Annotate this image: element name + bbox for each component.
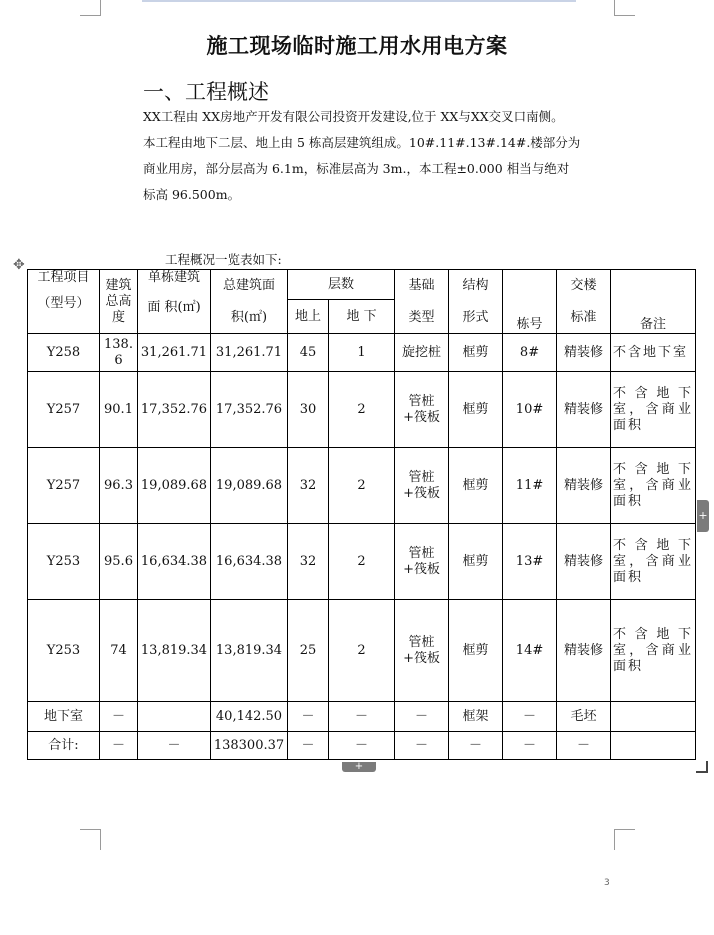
table-cell[interactable]: 精装修 — [557, 334, 611, 372]
header-total-area-bottom: 积(㎡) — [230, 309, 268, 325]
table-cell[interactable]: 13,819.34 — [211, 600, 288, 702]
table-cell[interactable]: 毛坯 — [557, 702, 611, 732]
table-cell[interactable]: 13,819.34 — [138, 600, 211, 702]
table-cell[interactable]: 31,261.71 — [138, 334, 211, 372]
table-cell[interactable]: 不含地下室 — [611, 334, 696, 372]
table-cell[interactable]: － — [329, 732, 395, 760]
table-cell[interactable]: 2 — [329, 448, 395, 524]
table-cell[interactable]: 精装修 — [557, 524, 611, 600]
table-cell[interactable]: 14# — [503, 600, 557, 702]
table-cell[interactable]: 框剪 — [449, 372, 503, 448]
intro-paragraph[interactable] — [143, 104, 613, 208]
table-cell[interactable]: 框剪 — [449, 600, 503, 702]
header-total-area — [211, 270, 288, 334]
table-cell[interactable] — [611, 702, 696, 732]
table-cell[interactable]: 管桩+筏板 — [395, 600, 449, 702]
header-handover-bottom: 标准 — [570, 309, 597, 325]
table-cell[interactable] — [138, 702, 211, 732]
table-cell[interactable]: 45 — [288, 334, 329, 372]
table-row — [28, 524, 696, 600]
table-cell[interactable]: 管桩+筏板 — [395, 524, 449, 600]
table-cell[interactable]: 138300.37 — [211, 732, 288, 760]
table-cell[interactable]: 13# — [503, 524, 557, 600]
table-cell[interactable]: Y257 — [28, 372, 100, 448]
table-move-handle-icon[interactable]: ✥ — [13, 257, 25, 273]
page-number: 3 — [604, 878, 610, 888]
table-cell[interactable]: 11# — [503, 448, 557, 524]
header-project-bottom: （型号） — [37, 296, 90, 311]
header-foundation-bottom: 类型 — [408, 309, 435, 325]
intro-line: 本工程由地下二层、地上由 5 栋高层建筑组成。10#.11#.13#.14#.楼部分为 — [143, 135, 581, 150]
header-structure — [449, 270, 503, 334]
page-top-rule — [142, 0, 576, 2]
table-cell[interactable]: 32 — [288, 524, 329, 600]
table-cell[interactable]: 不含地下室，含商业面积 — [611, 600, 696, 702]
table-cell[interactable]: 精装修 — [557, 448, 611, 524]
table-cell[interactable]: 管桩+筏板 — [395, 372, 449, 448]
crop-mark-top-left — [80, 0, 101, 16]
header-unit-area-top: 单栋建筑 — [147, 270, 200, 285]
table-cell[interactable]: 框架 — [449, 702, 503, 732]
table-cell[interactable]: － — [503, 732, 557, 760]
header-floors-below: 地 下 — [329, 300, 395, 334]
intro-line: 标高 96.500m。 — [143, 187, 241, 202]
header-unit-area-bottom: 面 积(㎡) — [147, 300, 201, 315]
table-cell[interactable]: 2 — [329, 600, 395, 702]
header-handover — [557, 270, 611, 334]
table-cell[interactable]: － — [100, 702, 138, 732]
header-handover-top: 交楼 — [570, 277, 597, 293]
table-cell[interactable] — [611, 732, 696, 760]
table-cell[interactable]: 2 — [329, 372, 395, 448]
table-cell[interactable]: － — [100, 732, 138, 760]
add-column-button[interactable]: + — [697, 500, 709, 532]
table-cell[interactable]: Y257 — [28, 448, 100, 524]
header-total-area-top: 总建筑面 — [222, 277, 275, 293]
header-structure-bottom: 形式 — [462, 309, 489, 325]
section-heading: 一、工程概述 — [143, 80, 269, 104]
table-resize-handle[interactable] — [696, 761, 708, 773]
table-cell[interactable]: 框剪 — [449, 334, 503, 372]
header-unit-area — [138, 270, 211, 334]
table-cell[interactable]: 19,089.68 — [211, 448, 288, 524]
table-cell[interactable]: 8# — [503, 334, 557, 372]
table-cell[interactable]: 30 — [288, 372, 329, 448]
table-cell[interactable]: 138.6 — [100, 334, 138, 372]
total-row — [28, 732, 696, 760]
intro-line: 商业用房，部分层高为 6.1m，标准层高为 3m.，本工程±0.000 相当与绝对 — [143, 161, 570, 176]
table-cell[interactable]: 95.6 — [100, 524, 138, 600]
table-row — [28, 600, 696, 702]
header-height: 建筑总高度 — [100, 270, 138, 334]
header-structure-top: 结构 — [462, 277, 489, 293]
table-cell[interactable]: 16,634.38 — [211, 524, 288, 600]
table-cell[interactable]: 32 — [288, 448, 329, 524]
header-project-top: 工程项目 — [37, 270, 90, 285]
table-row — [28, 372, 696, 448]
table-cell[interactable]: Y253 — [28, 524, 100, 600]
table-cell[interactable]: 管桩+筏板 — [395, 448, 449, 524]
table-cell[interactable]: 地下室 — [28, 702, 100, 732]
table-cell[interactable]: 96.3 — [100, 448, 138, 524]
header-floors-above: 地上 — [288, 300, 329, 334]
header-foundation — [395, 270, 449, 334]
document-title: 施工现场临时施工用水用电方案 — [206, 33, 508, 58]
table-cell[interactable]: － — [557, 732, 611, 760]
header-remarks: 备注 — [611, 270, 696, 334]
table-cell[interactable]: 74 — [100, 600, 138, 702]
table-cell[interactable]: Y258 — [28, 334, 100, 372]
crop-mark-bottom-right — [614, 829, 635, 850]
crop-mark-bottom-left — [80, 829, 101, 850]
table-cell[interactable]: 25 — [288, 600, 329, 702]
table-cell[interactable]: － — [138, 732, 211, 760]
table-cell[interactable]: － — [288, 702, 329, 732]
table-cell[interactable]: 10# — [503, 372, 557, 448]
table-row — [28, 448, 696, 524]
table-row — [28, 334, 696, 372]
table-cell[interactable]: 16,634.38 — [138, 524, 211, 600]
header-floors: 层数 — [288, 270, 395, 300]
table-caption: 工程概况一览表如下: — [165, 252, 282, 267]
table-cell[interactable]: Y253 — [28, 600, 100, 702]
project-overview-table[interactable] — [27, 269, 696, 760]
intro-line: XX工程由 XX房地产开发有限公司投资开发建设,位于 XX与XX交叉口南侧。 — [143, 109, 564, 124]
table-cell[interactable]: 框剪 — [449, 448, 503, 524]
table-cell[interactable]: 精装修 — [557, 600, 611, 702]
table-cell[interactable]: 17,352.76 — [211, 372, 288, 448]
table-cell[interactable]: 框剪 — [449, 524, 503, 600]
table-cell[interactable]: － — [288, 732, 329, 760]
table-cell[interactable]: 90.1 — [100, 372, 138, 448]
table-cell[interactable]: － — [395, 702, 449, 732]
table-cell[interactable]: 不含地下室，含商业面积 — [611, 372, 696, 448]
table-cell[interactable]: 不含地下室，含商业面积 — [611, 448, 696, 524]
header-project — [28, 270, 100, 334]
add-row-button[interactable]: + — [342, 762, 376, 772]
table-cell[interactable]: － — [449, 732, 503, 760]
header-building-no: 栋号 — [503, 270, 557, 334]
table-cell[interactable]: 1 — [329, 334, 395, 372]
table-cell[interactable]: － — [503, 702, 557, 732]
table-cell[interactable]: － — [329, 702, 395, 732]
table-cell[interactable]: 旋挖桩 — [395, 334, 449, 372]
table-cell[interactable]: 2 — [329, 524, 395, 600]
table-cell[interactable]: 17,352.76 — [138, 372, 211, 448]
table-cell[interactable]: 19,089.68 — [138, 448, 211, 524]
basement-row — [28, 702, 696, 732]
header-foundation-top: 基础 — [408, 277, 435, 293]
table-cell[interactable]: － — [395, 732, 449, 760]
table-cell[interactable]: 31,261.71 — [211, 334, 288, 372]
table-cell[interactable]: 精装修 — [557, 372, 611, 448]
table-cell[interactable]: 不含地下室，含商业面积 — [611, 524, 696, 600]
table-cell[interactable]: 40,142.50 — [211, 702, 288, 732]
table-cell[interactable]: 合计: — [28, 732, 100, 760]
crop-mark-top-right — [614, 0, 635, 16]
